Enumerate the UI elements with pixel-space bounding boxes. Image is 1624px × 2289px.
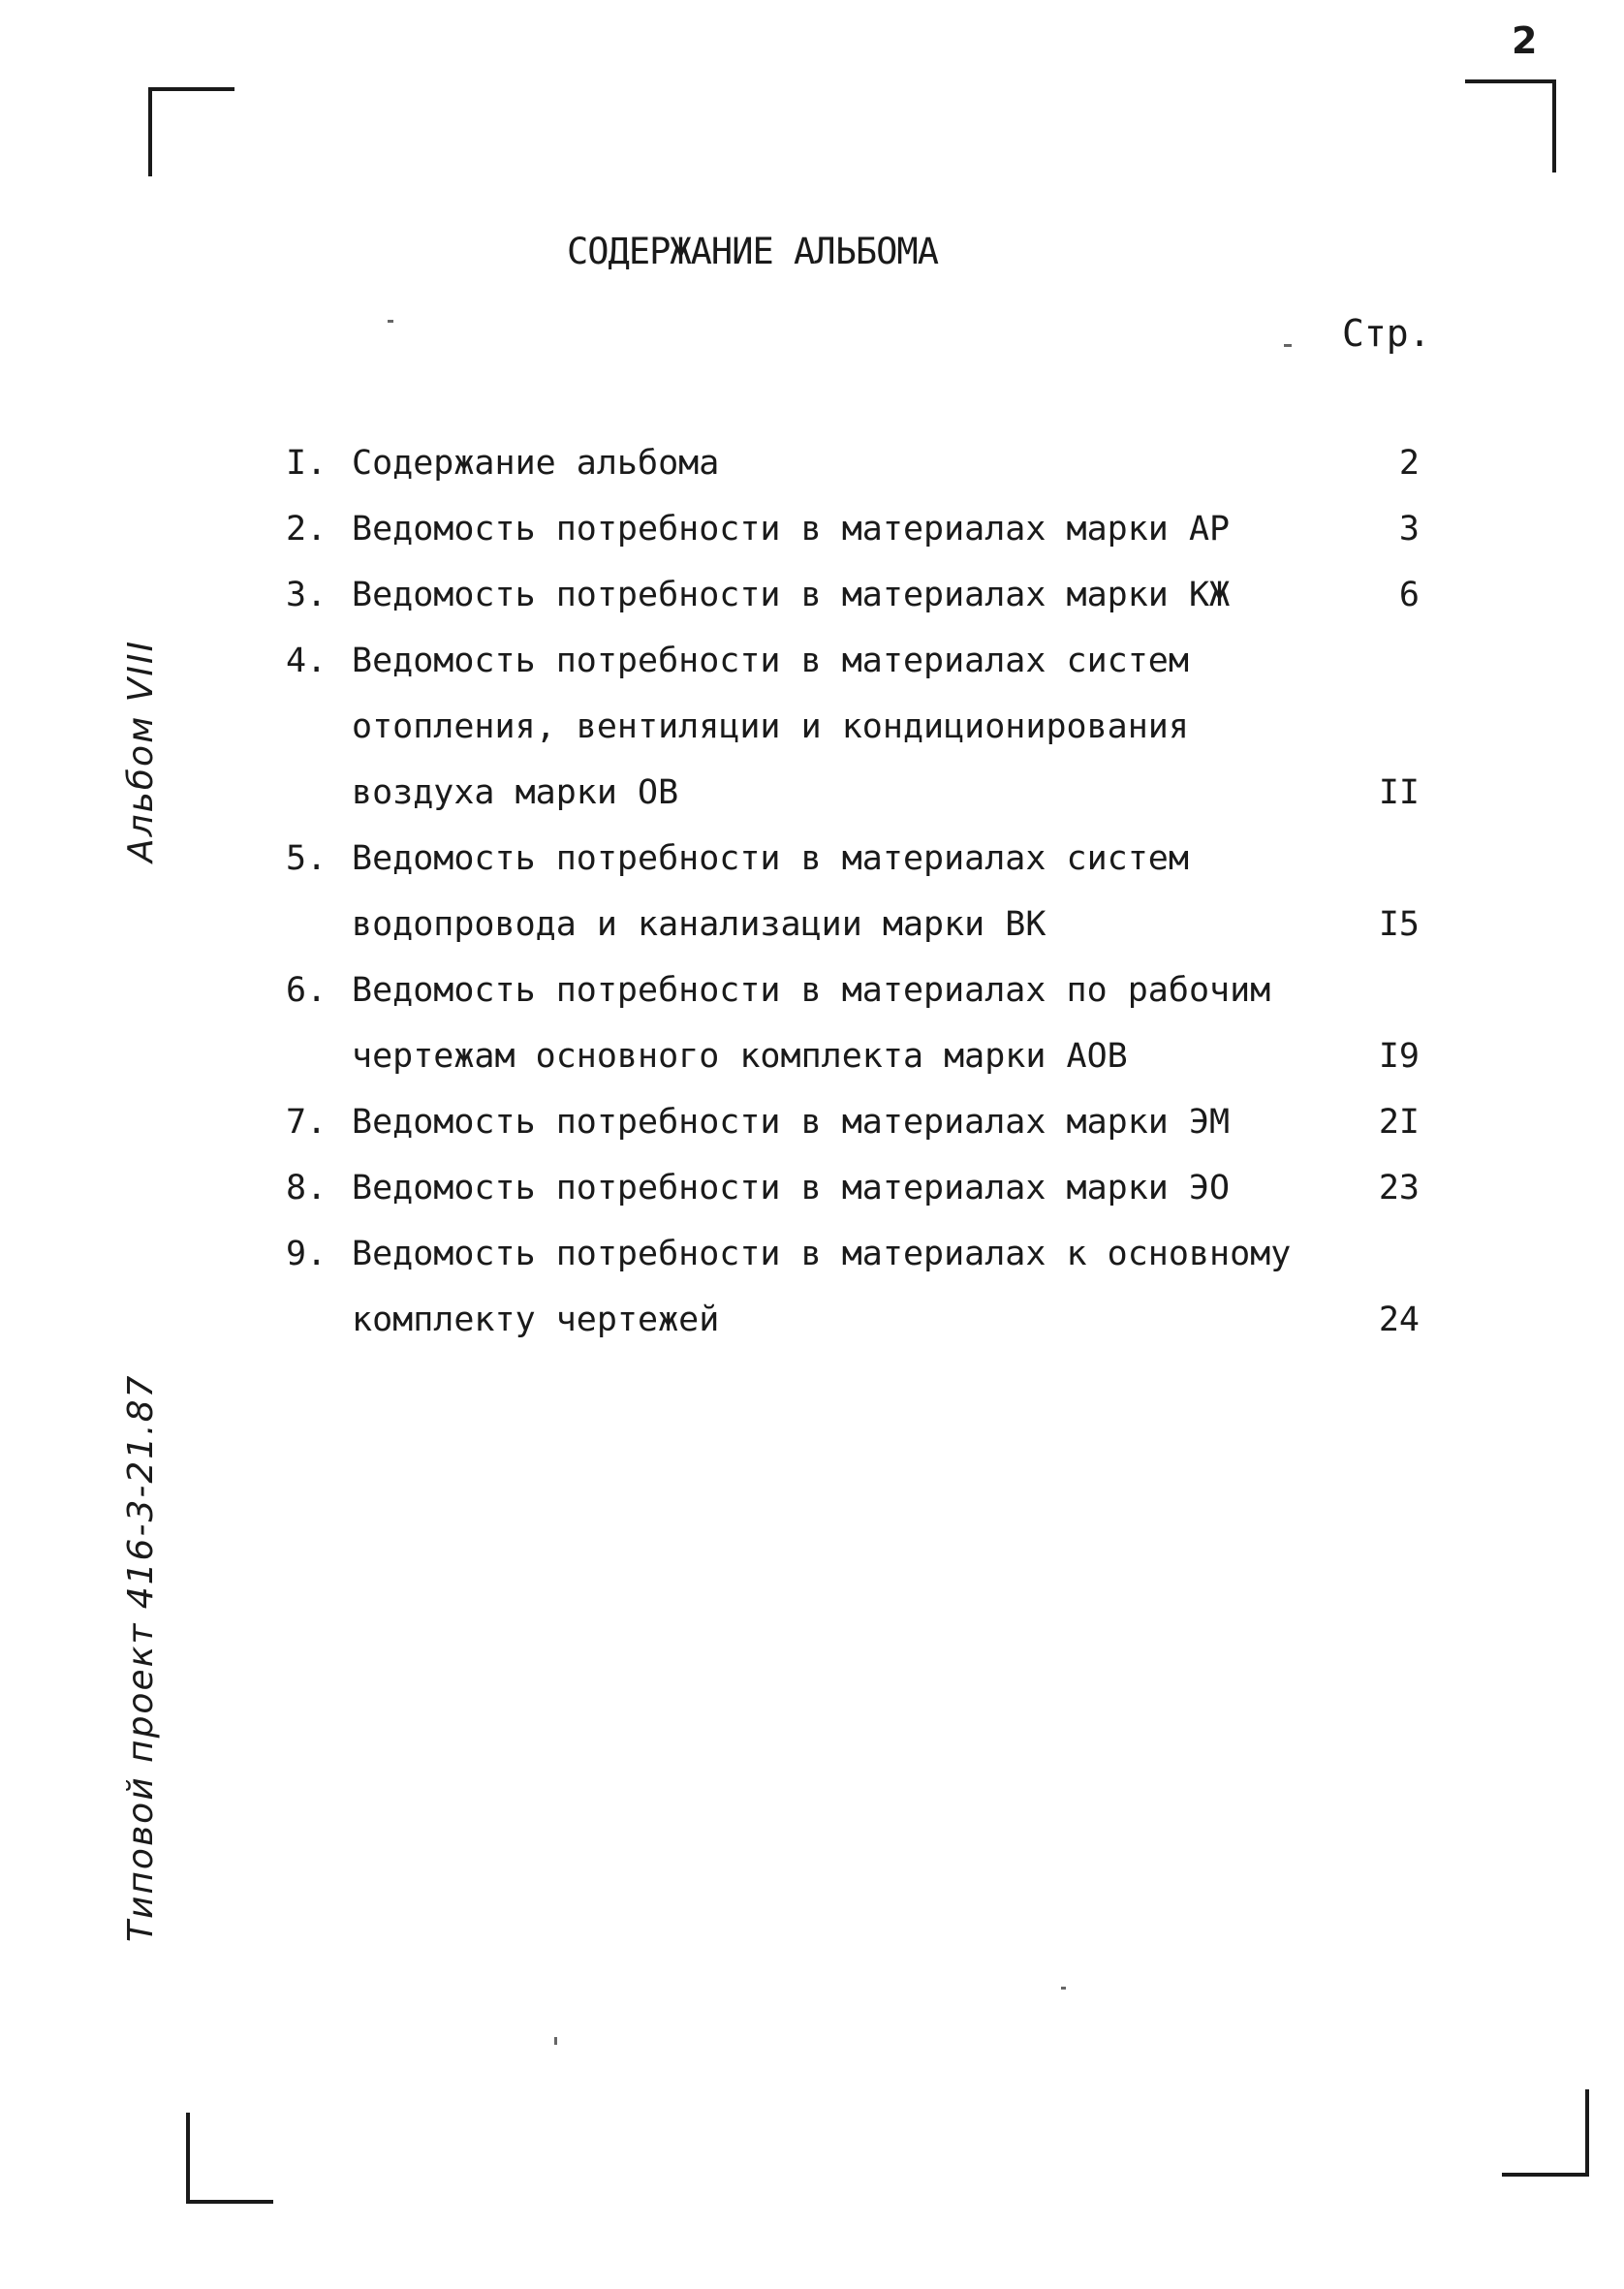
toc-item-page: I5 xyxy=(1378,905,1420,944)
toc-item-number: 8. xyxy=(286,1169,328,1207)
toc-row xyxy=(286,430,1420,496)
corner-mark-bottom-left xyxy=(186,2113,273,2204)
toc-item-page: 3 xyxy=(1398,510,1420,549)
toc-item-text: Ведомость потребности в материалах марки ЭО xyxy=(352,1169,1231,1207)
toc-item-page: 23 xyxy=(1378,1169,1420,1207)
toc-item-number: I. xyxy=(286,444,328,483)
toc-item-page: I9 xyxy=(1378,1037,1420,1076)
toc-item-text: комплекту чертежей xyxy=(352,1301,720,1339)
toc-row xyxy=(286,1023,1420,1089)
page-number: 2 xyxy=(1512,19,1538,62)
toc-item-text: Ведомость потребности в материалах по рабочим xyxy=(352,971,1271,1010)
toc-item-text: Ведомость потребности в материалах марки АР xyxy=(352,510,1231,549)
toc-row xyxy=(286,760,1420,826)
toc-row xyxy=(286,826,1420,892)
toc-row xyxy=(286,892,1420,957)
toc-item-text: водопровода и канализации марки ВК xyxy=(352,905,1046,944)
toc-item-text: Ведомость потребности в материалах марки ЭМ xyxy=(352,1103,1231,1142)
toc-item-text: Ведомость потребности в материалах к основному xyxy=(352,1235,1292,1273)
toc-item-number: 6. xyxy=(286,971,328,1010)
page-column-header: Стр. xyxy=(1342,312,1431,355)
toc-item-number: 4. xyxy=(286,642,328,680)
toc-row xyxy=(286,957,1420,1023)
toc-item-number: 7. xyxy=(286,1103,328,1142)
toc-item-page: 2 xyxy=(1398,444,1420,483)
corner-mark-bottom-right xyxy=(1502,2089,1589,2177)
toc-item-number: 2. xyxy=(286,510,328,549)
toc-item-text: отопления, вентиляции и кондиционирования xyxy=(352,707,1189,746)
toc-item-page: 2I xyxy=(1378,1103,1420,1142)
toc-item-page: 24 xyxy=(1378,1301,1420,1339)
toc-row xyxy=(286,1221,1420,1287)
toc-row xyxy=(286,496,1420,562)
toc-row xyxy=(286,1287,1420,1353)
toc-item-text: Ведомость потребности в материалах марки КЖ xyxy=(352,576,1231,614)
toc-row xyxy=(286,628,1420,694)
toc-item-text: Ведомость потребности в материалах систем xyxy=(352,642,1189,680)
toc-item-number: 5. xyxy=(286,839,328,878)
toc-row xyxy=(286,1089,1420,1155)
toc-row xyxy=(286,1155,1420,1221)
toc-item-text: воздуха марки ОВ xyxy=(352,773,679,812)
scan-speck xyxy=(1061,1987,1066,1990)
toc-item-text: чертежам основного комплекта марки АОВ xyxy=(352,1037,1128,1076)
toc-row xyxy=(286,562,1420,628)
side-note-project-text: Типовой проект 416-3-21.87 xyxy=(121,1373,161,1942)
page-title: СОДЕРЖАНИЕ АЛЬБОМА xyxy=(567,231,938,272)
corner-mark-top-right xyxy=(1465,79,1556,172)
scan-speck xyxy=(1284,344,1292,347)
scan-speck xyxy=(554,2037,557,2045)
toc-item-number: 3. xyxy=(286,576,328,614)
toc-item-page: 6 xyxy=(1398,576,1420,614)
table-of-contents xyxy=(286,430,1420,1353)
toc-row xyxy=(286,694,1420,760)
scan-speck xyxy=(388,320,393,323)
side-note-album-text: Альбом VIII xyxy=(121,639,161,862)
toc-item-number: 9. xyxy=(286,1235,328,1273)
toc-item-text: Содержание альбома xyxy=(352,444,720,483)
toc-item-text: Ведомость потребности в материалах систем xyxy=(352,839,1189,878)
toc-item-page: II xyxy=(1378,773,1420,812)
corner-mark-top-left xyxy=(148,87,234,176)
